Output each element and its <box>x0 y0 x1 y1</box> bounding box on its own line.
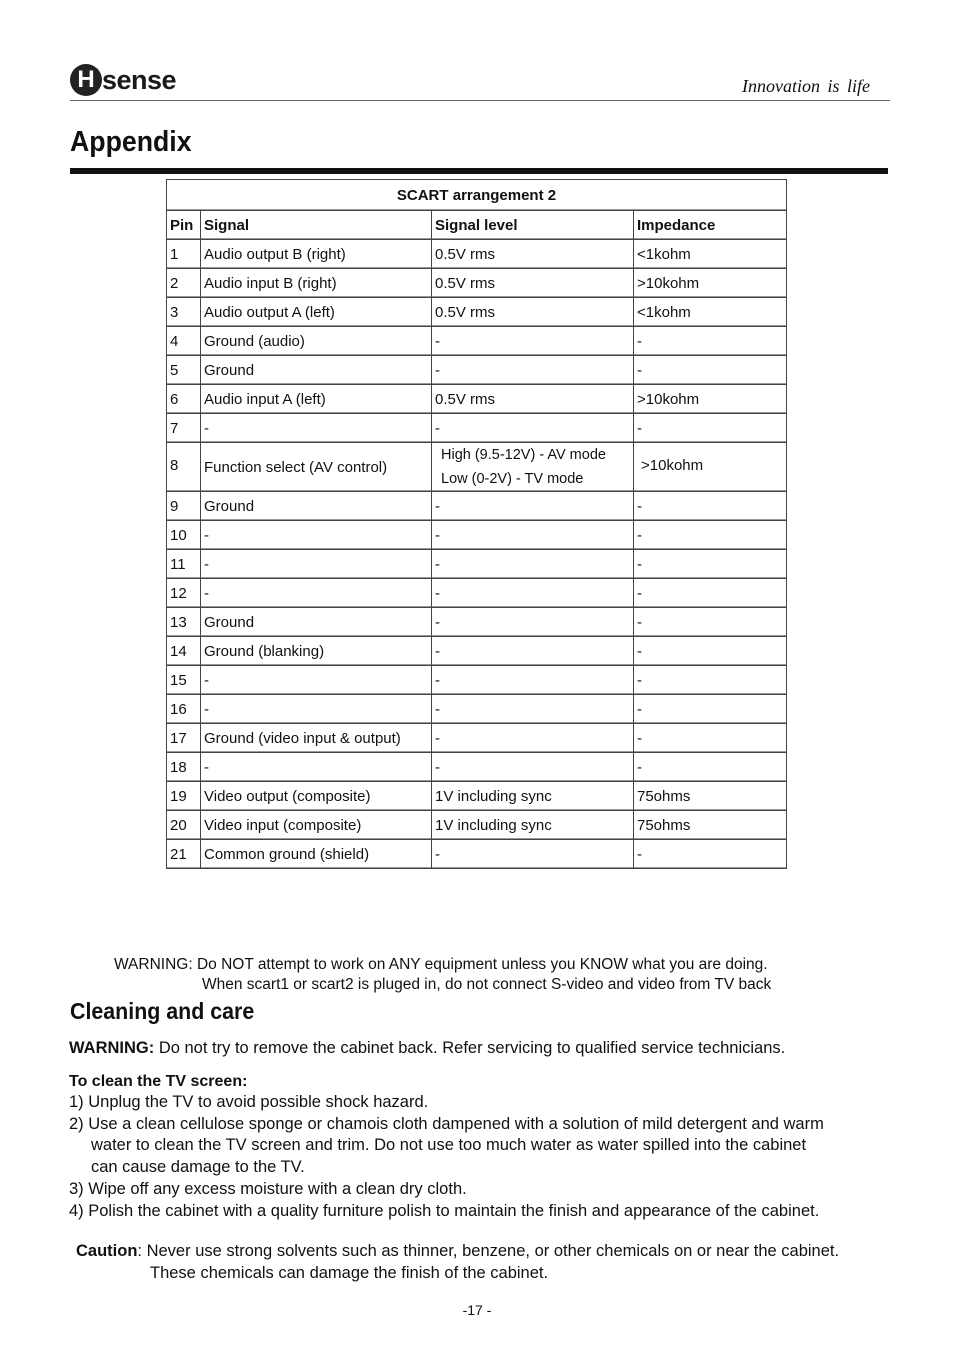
cell-signal-level: - <box>432 550 634 579</box>
cell-signal: Audio input B (right) <box>201 269 432 298</box>
cell-signal: - <box>201 579 432 608</box>
cell-signal-level: - <box>432 753 634 782</box>
cell-signal-level: - <box>432 637 634 666</box>
cell-signal: Ground (blanking) <box>201 637 432 666</box>
cell-pin: 6 <box>167 385 201 414</box>
cell-signal: Audio output A (left) <box>201 298 432 327</box>
cell-impedance: <1kohm <box>634 298 787 327</box>
step-3: 3) Wipe off any excess moisture with a clean dry cloth. <box>69 1179 467 1198</box>
cell-impedance: - <box>634 521 787 550</box>
cell-signal-level: 0.5V rms <box>432 269 634 298</box>
header-pin: Pin <box>167 211 201 240</box>
cell-pin: 8 <box>167 443 201 492</box>
cell-signal: - <box>201 753 432 782</box>
table-row <box>167 637 787 666</box>
table-row <box>167 356 787 385</box>
cell-level-line1: High (9.5-12V) - AV mode <box>441 447 606 463</box>
cell-impedance: 75ohms <box>634 782 787 811</box>
cell-signal: Function select (AV control) <box>201 443 432 492</box>
section-heading: Cleaning and care <box>70 998 255 1024</box>
table-caption: SCART arrangement 2 <box>167 180 787 211</box>
cell-signal: - <box>201 666 432 695</box>
table-row <box>167 724 787 753</box>
step-4: 4) Polish the cabinet with a quality furniture polish to maintain the finish and appearance of the cabinet. <box>69 1201 820 1220</box>
table-row <box>167 579 787 608</box>
cell-impedance: - <box>634 724 787 753</box>
scart-table <box>166 179 787 869</box>
cell-signal: - <box>201 414 432 443</box>
cell-impedance: >10kohm <box>634 443 787 492</box>
cell-signal: Ground (audio) <box>201 327 432 356</box>
table-row <box>167 521 787 550</box>
cell-impedance: 75ohms <box>634 811 787 840</box>
table-row <box>167 782 787 811</box>
cell-impedance: - <box>634 492 787 521</box>
page-title: Appendix <box>70 126 192 158</box>
title-divider <box>70 168 888 174</box>
cabinet-warning <box>69 1038 785 1060</box>
cell-pin: 17 <box>167 724 201 753</box>
cell-signal-level: 0.5V rms <box>432 240 634 269</box>
cell-pin: 13 <box>167 608 201 637</box>
cell-pin: 1 <box>167 240 201 269</box>
table-row <box>167 550 787 579</box>
logo-badge: H <box>70 64 102 96</box>
logo-text: sense <box>102 64 177 95</box>
cell-impedance: - <box>634 579 787 608</box>
header-signal-level: Signal level <box>432 211 634 240</box>
step-1: 1) Unplug the TV to avoid possible shock hazard. <box>69 1093 429 1111</box>
cell-signal: Video input (composite) <box>201 811 432 840</box>
cell-signal-level: - <box>432 579 634 608</box>
cell-signal: Ground <box>201 608 432 637</box>
cabinet-warning-text: Do not try to remove the cabinet back. Refer servicing to qualified service technicians. <box>154 1039 786 1057</box>
cell-signal-level: 1V including sync <box>432 811 634 840</box>
cell-signal-level: - <box>432 695 634 724</box>
cell-signal-level: - <box>432 840 634 869</box>
cell-pin: 14 <box>167 637 201 666</box>
cell-signal: Video output (composite) <box>201 782 432 811</box>
cell-pin: 10 <box>167 521 201 550</box>
step-2-line2: water to clean the TV screen and trim. Do not use too much water as water spilled into the cabinet <box>91 1136 807 1155</box>
cell-pin: 11 <box>167 550 201 579</box>
cell-impedance: >10kohm <box>634 269 787 298</box>
table-row <box>167 753 787 782</box>
scart-warning-line2: When scart1 or scart2 is pluged in, do not connect S-video and video from TV back <box>202 976 772 993</box>
table-row <box>167 240 787 269</box>
table-row <box>167 840 787 869</box>
cell-pin: 2 <box>167 269 201 298</box>
cell-signal-level: - <box>432 608 634 637</box>
caution-note <box>76 1240 839 1284</box>
table-row <box>167 492 787 521</box>
cell-pin: 20 <box>167 811 201 840</box>
cell-pin: 21 <box>167 840 201 869</box>
cell-signal-level: - <box>432 414 634 443</box>
cell-impedance: - <box>634 753 787 782</box>
cell-signal-level: - <box>432 724 634 753</box>
table-row <box>167 811 787 840</box>
cell-signal: Ground (video input & output) <box>201 724 432 753</box>
page-number: -17 - <box>462 1302 492 1318</box>
cell-pin: 5 <box>167 356 201 385</box>
table-row <box>167 298 787 327</box>
cell-signal: - <box>201 695 432 724</box>
cell-signal: Audio output B (right) <box>201 240 432 269</box>
cell-signal: Ground <box>201 492 432 521</box>
cell-signal: Audio input A (left) <box>201 385 432 414</box>
step-2-line3: can cause damage to the TV. <box>91 1158 305 1177</box>
brand-logo <box>70 62 176 98</box>
cell-signal-level: - <box>432 356 634 385</box>
cell-pin: 4 <box>167 327 201 356</box>
cell-pin: 15 <box>167 666 201 695</box>
cell-pin: 3 <box>167 298 201 327</box>
cell-impedance: - <box>634 637 787 666</box>
table-row <box>167 269 787 298</box>
cell-signal-level <box>432 443 634 492</box>
caution-line2: These chemicals can damage the finish of the cabinet. <box>150 1264 549 1282</box>
step-2-line1: 2) Use a clean cellulose sponge or chamois cloth dampened with a solution of mild detergent and warm <box>69 1114 824 1133</box>
table-row <box>167 695 787 724</box>
tagline: Innovation is life <box>742 76 870 96</box>
cell-pin: 12 <box>167 579 201 608</box>
table-row <box>167 443 787 492</box>
cell-impedance: - <box>634 550 787 579</box>
caution-label: Caution <box>76 1242 138 1260</box>
cell-impedance: - <box>634 327 787 356</box>
cell-signal-level: - <box>432 327 634 356</box>
cell-signal-level: 1V including sync <box>432 782 634 811</box>
cell-pin: 7 <box>167 414 201 443</box>
table-header-row <box>167 211 787 240</box>
cell-level-line2: Low (0-2V) - TV mode <box>441 471 584 487</box>
header-signal: Signal <box>201 211 432 240</box>
cell-pin: 19 <box>167 782 201 811</box>
cell-pin: 18 <box>167 753 201 782</box>
cell-signal-level: 0.5V rms <box>432 385 634 414</box>
table-row <box>167 327 787 356</box>
table-row <box>167 608 787 637</box>
cell-impedance: - <box>634 840 787 869</box>
clean-subheading: To clean the TV screen: <box>69 1073 248 1090</box>
cell-signal: - <box>201 550 432 579</box>
cell-signal-level: - <box>432 521 634 550</box>
cell-impedance: <1kohm <box>634 240 787 269</box>
cell-signal-level: - <box>432 666 634 695</box>
clean-steps <box>69 1092 889 1222</box>
cell-impedance: - <box>634 608 787 637</box>
cell-impedance: - <box>634 695 787 724</box>
header-divider <box>70 100 890 101</box>
cell-pin: 16 <box>167 695 201 724</box>
scart-warning-line1: WARNING: Do NOT attempt to work on ANY equipment unless you KNOW what you are doing. <box>114 956 768 973</box>
table-row <box>167 385 787 414</box>
scart-warning <box>114 955 771 995</box>
table-row <box>167 414 787 443</box>
caution-line1: : Never use strong solvents such as thinner, benzene, or other chemicals on or near the cabinet. <box>137 1242 840 1260</box>
cell-signal: Common ground (shield) <box>201 840 432 869</box>
cell-impedance: - <box>634 356 787 385</box>
cell-impedance: - <box>634 666 787 695</box>
cell-signal-level: 0.5V rms <box>432 298 634 327</box>
cell-pin: 9 <box>167 492 201 521</box>
cabinet-warning-label: WARNING: <box>69 1039 155 1057</box>
cell-signal: - <box>201 521 432 550</box>
cell-impedance: - <box>634 414 787 443</box>
header-impedance: Impedance <box>634 211 787 240</box>
cell-impedance: >10kohm <box>634 385 787 414</box>
cell-signal-level: - <box>432 492 634 521</box>
table-row <box>167 666 787 695</box>
cell-signal: Ground <box>201 356 432 385</box>
